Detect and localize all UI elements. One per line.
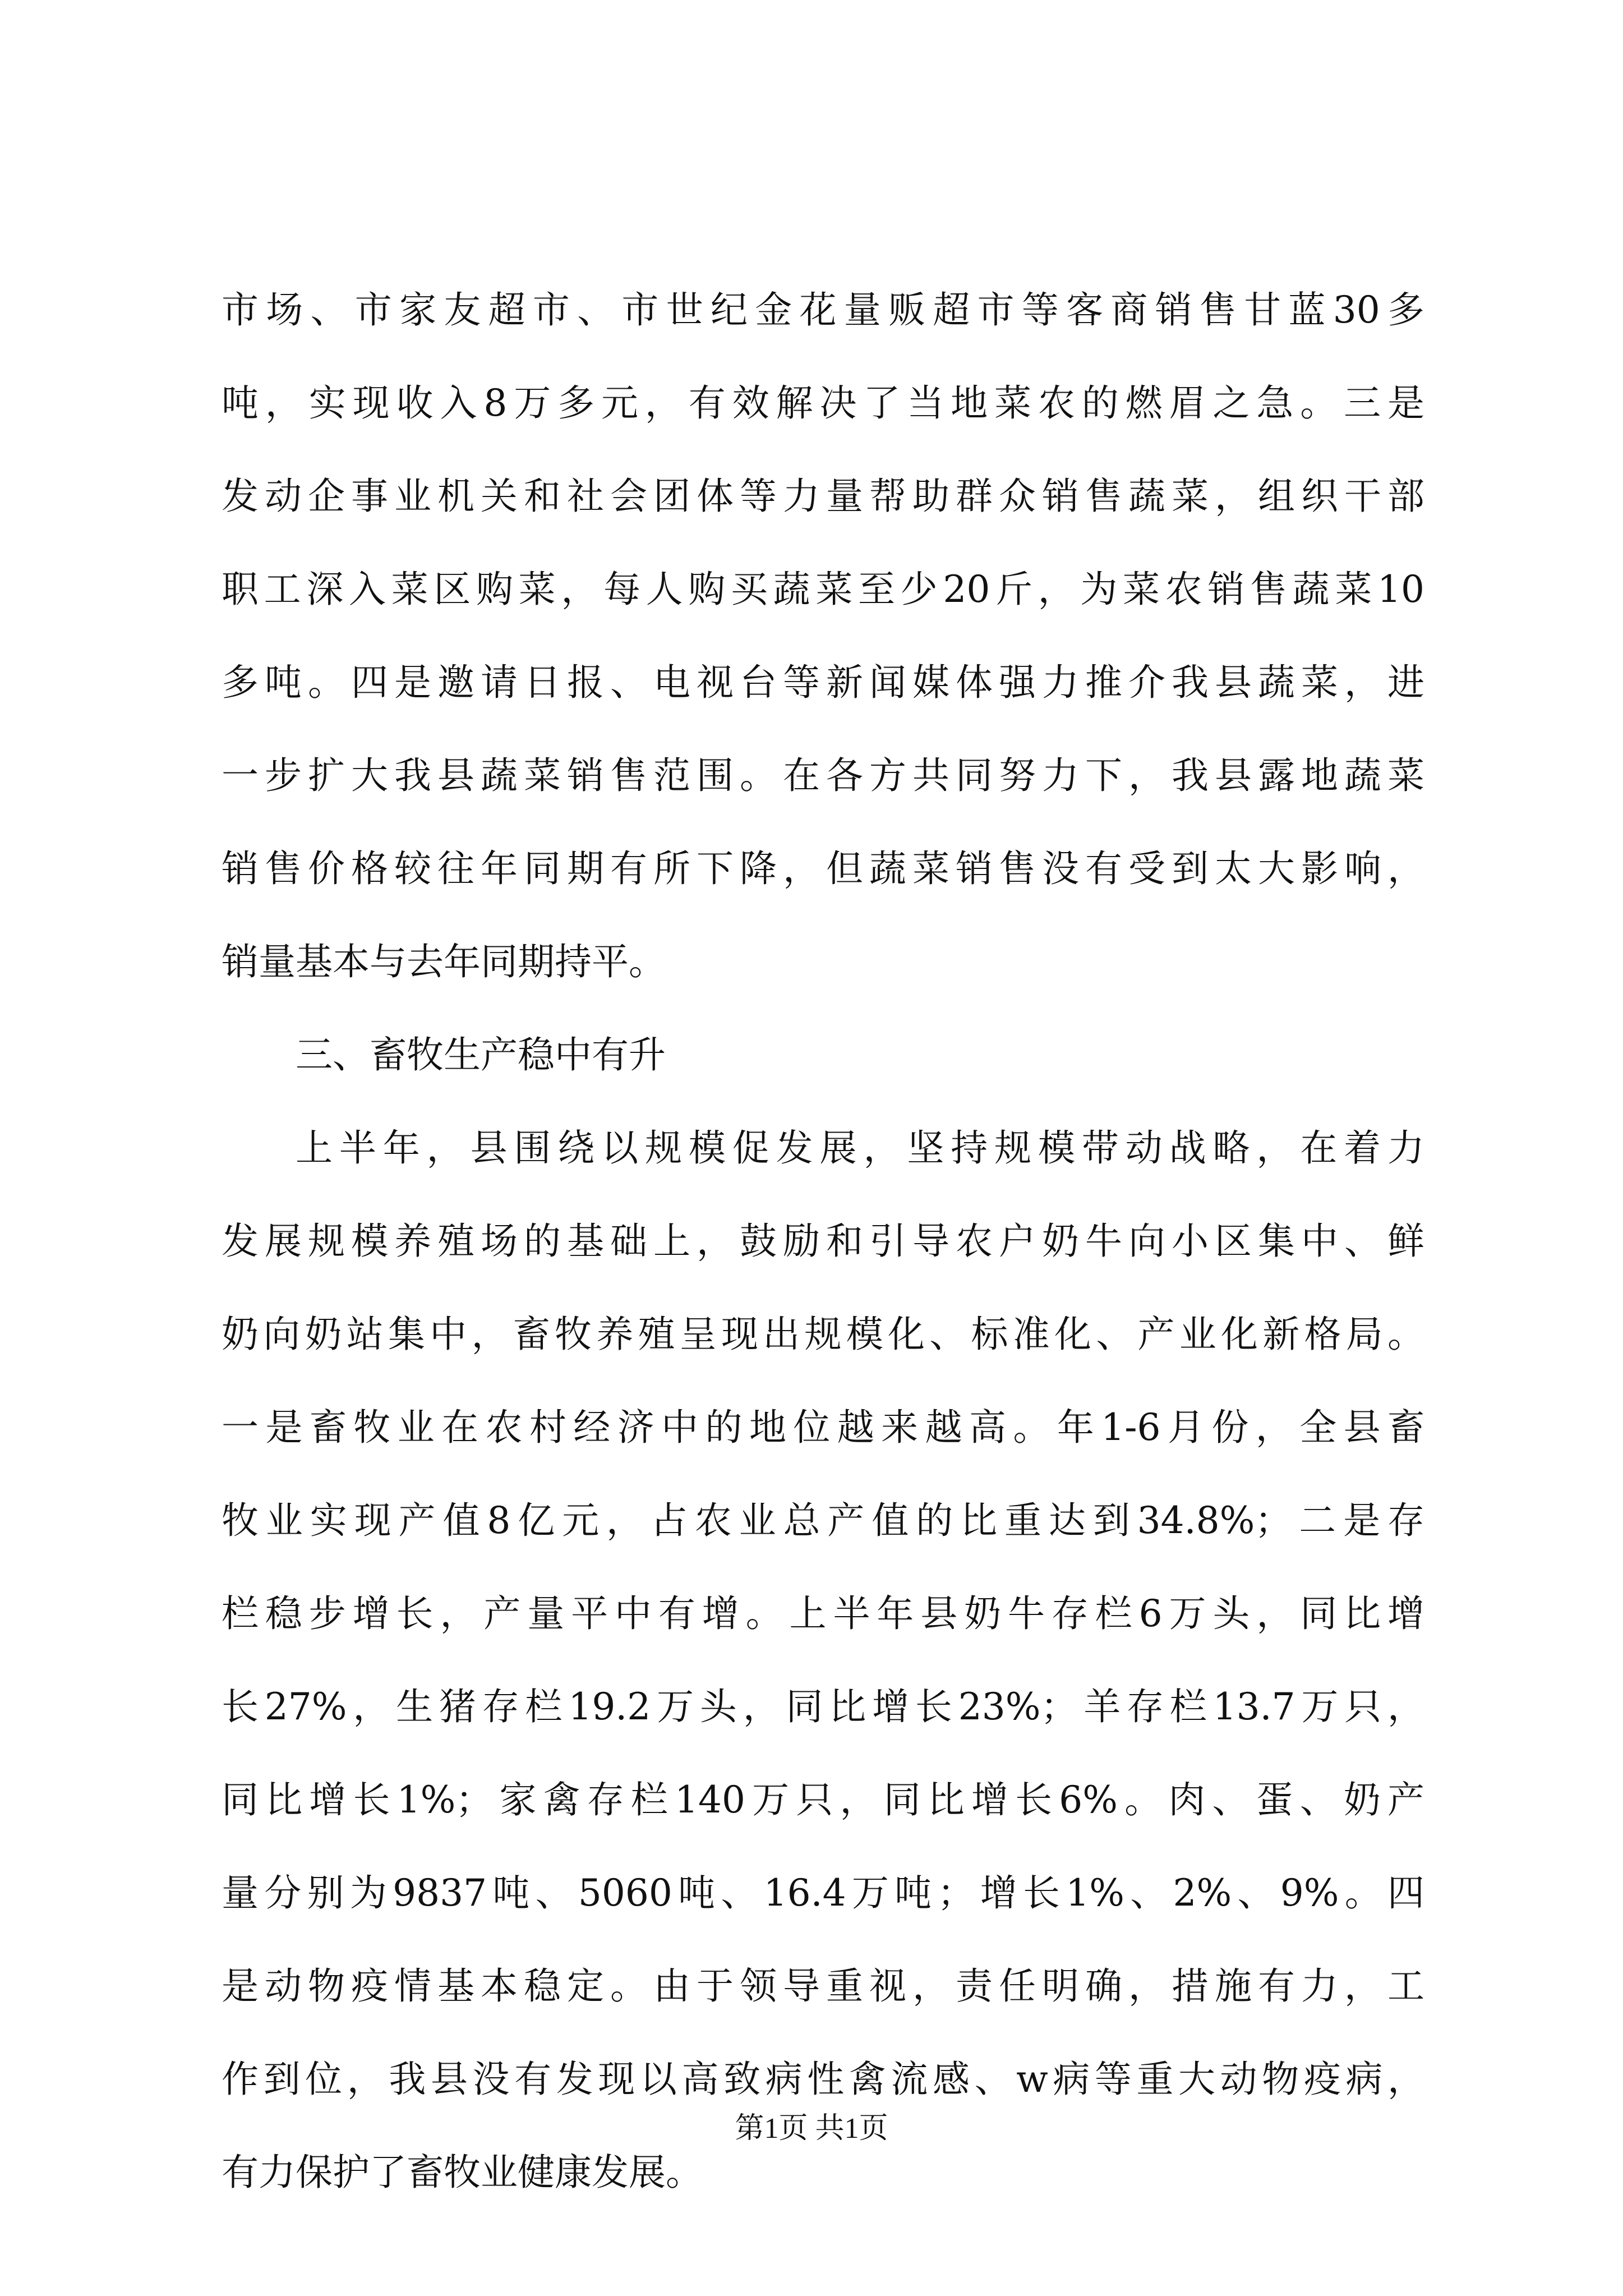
text-line: 发展规模养殖场的基础上，鼓励和引导农户奶牛向小区集中、鲜: [222, 1220, 1424, 1263]
text-line: 量分别为9837吨、5060吨、16.4万吨；增长1%、2%、9%。四: [222, 1871, 1424, 1915]
text-line: 上半年，县围绕以规模促发展，坚持规模带动战略，在着力: [296, 1126, 1424, 1170]
section-heading: 三、畜牧生产稳中有升: [296, 1033, 666, 1076]
text-line: 销量基本与去年同期持平。: [222, 940, 666, 983]
page-number: 第1页 共1页: [735, 2113, 888, 2145]
text-line: 市场、市家友超市、市世纪金花量贩超市等客商销售甘蓝30多: [222, 288, 1424, 332]
text-line: 牧业实现产值8亿元，占农业总产值的比重达到34.8%；二是存: [222, 1499, 1424, 1542]
text-line: 职工深入菜区购菜，每人购买蔬菜至少20斤，为菜农销售蔬菜10: [222, 568, 1424, 611]
text-line: 奶向奶站集中，畜牧养殖呈现出规模化、标准化、产业化新格局。: [222, 1313, 1424, 1356]
text-line: 作到位，我县没有发现以高致病性禽流感、w病等重大动物疫病，: [222, 2058, 1424, 2101]
text-line: 一是畜牧业在农村经济中的地位越来越高。年1-6月份，全县畜: [222, 1406, 1424, 1449]
text-line: 是动物疫情基本稳定。由于领导重视，责任明确，措施有力，工: [222, 1964, 1424, 2008]
text-line: 销售价格较往年同期有所下降，但蔬菜销售没有受到太大影响，: [222, 847, 1424, 890]
text-line: 多吨。四是邀请日报、电视台等新闻媒体强力推介我县蔬菜，进: [222, 661, 1424, 704]
text-line: 长27%，生猪存栏19.2万头，同比增长23%；羊存栏13.7万只，: [222, 1685, 1424, 1728]
text-line: 同比增长1%；家禽存栏140万只，同比增长6%。肉、蛋、奶产: [222, 1778, 1424, 1821]
text-line: 栏稳步增长，产量平中有增。上半年县奶牛存栏6万头，同比增: [222, 1592, 1424, 1635]
text-line: 一步扩大我县蔬菜销售范围。在各方共同努力下，我县露地蔬菜: [222, 754, 1424, 797]
document-body: [222, 264, 1424, 2219]
text-line: 有力保护了畜牧业健康发展。: [222, 2151, 703, 2194]
text-line: 吨，实现收入8万多元，有效解决了当地菜农的燃眉之急。三是: [222, 381, 1424, 425]
text-line: 发动企事业机关和社会团体等力量帮助群众销售蔬菜，组织干部: [222, 475, 1424, 518]
